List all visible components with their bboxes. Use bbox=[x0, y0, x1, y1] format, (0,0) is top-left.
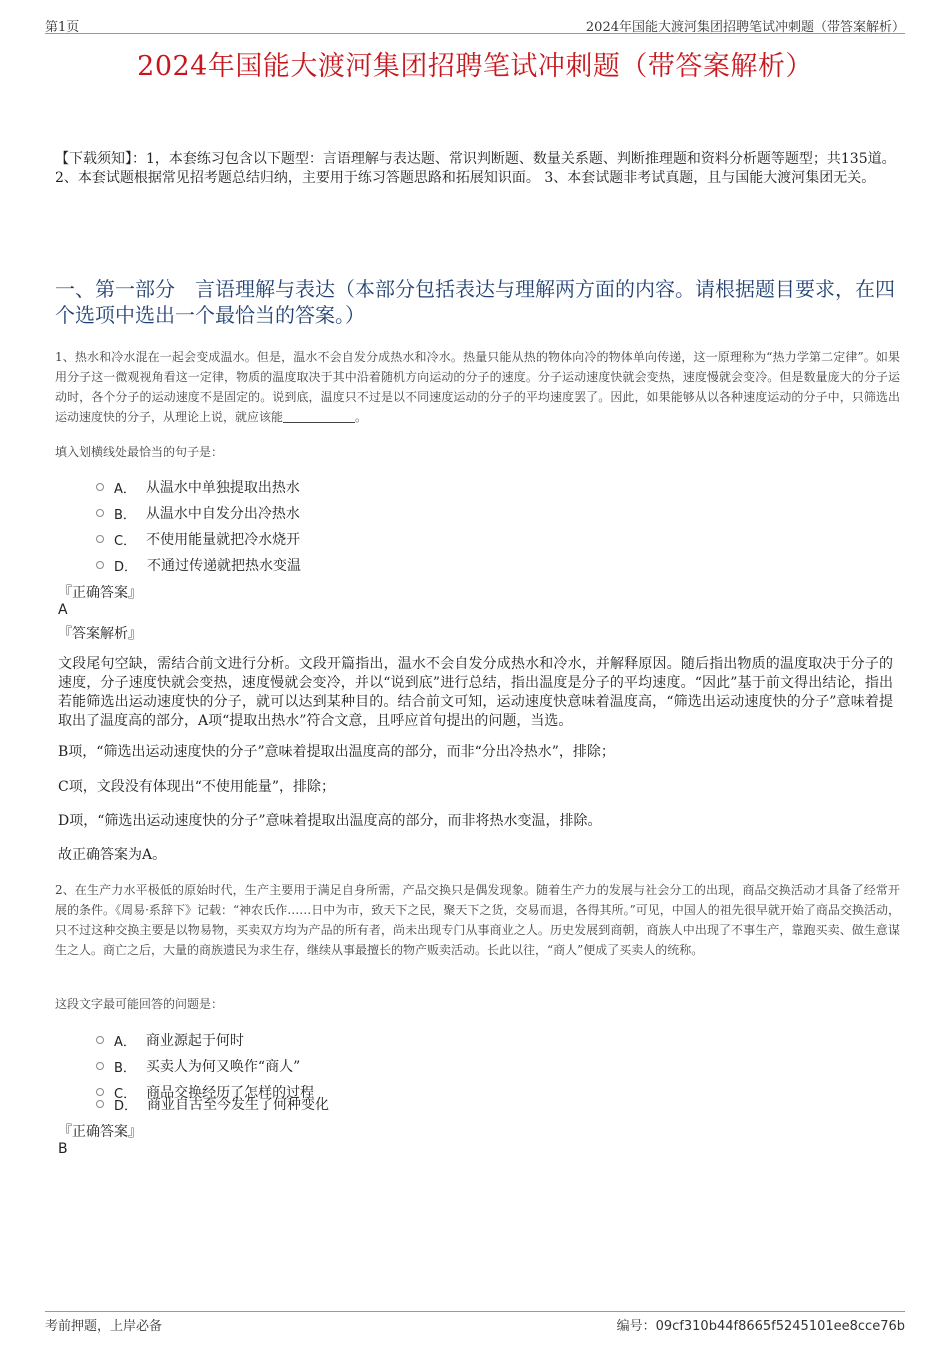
question-1-analysis-label: 『答案解析』 bbox=[58, 626, 142, 642]
question-2-option-b[interactable]: B． 买卖人为何又唤作“商人” bbox=[96, 1056, 300, 1076]
question-2-text: 2、在生产力水平极低的原始时代，生产主要用于满足自身所需，产品交换只是偶发现象。随着生产力的发展与社会分工的出现，商品交换活动才具备了经常开展的条件。《周易·系辞下》记载：“神农氏作……日中为市，致天下之民，聚天下之货，交易而退，各得其所。”可见，中国人的祖先很早就开始了商品交换活动，只不过这种交换主要是以物易物，买卖双方均为产品的所有者，尚未出现专门从事商业之人。历史发展到商朝，商族人中出现了不事生产，靠跑买卖、做生意谋生之人。商亡之后，大量的商族遗民为求生存，继续从事最擅长的物产贩卖活动。长此以往，“商人”便成了买卖人的统称。 bbox=[55, 883, 900, 957]
question-2-option-c[interactable]: C． 商品交换经历了怎样的过程 bbox=[96, 1082, 314, 1102]
section-heading: 一、第一部分 言语理解与表达（本部分包括表达与理解两方面的内容。请根据题目要求，在四个选项中选出一个最恰当的答案。） bbox=[55, 277, 895, 327]
question-2-prompt: 这段文字最可能回答的问题是： bbox=[55, 997, 224, 1011]
radio-icon[interactable] bbox=[96, 509, 104, 517]
question-1-analysis-b: B项，“筛选出运动速度快的分子”意味着提取出温度高的部分，而非“分出冷热水”，排除； bbox=[58, 744, 615, 760]
question-1-answer: A bbox=[58, 602, 68, 618]
question-1-blank: ＿＿＿＿＿＿ bbox=[283, 410, 356, 424]
question-2-option-d[interactable]: D． 商业自古至今发生了何种变化 bbox=[96, 1094, 329, 1114]
question-1-option-b[interactable]: B． 从温水中自发分出冷热水 bbox=[96, 503, 300, 523]
question-1-answer-label: 『正确答案』 bbox=[58, 585, 142, 601]
question-1-option-d[interactable]: D． 不通过传递就把热水变温 bbox=[96, 555, 301, 575]
header-doc-title: 2024年国能大渡河集团招聘笔试冲刺题（带答案解析） bbox=[585, 20, 905, 35]
footer-slogan: 考前押题，上岸必备 bbox=[45, 1319, 163, 1334]
page-title: 2024年国能大渡河集团招聘笔试冲刺题（带答案解析） bbox=[137, 51, 813, 82]
radio-icon[interactable] bbox=[96, 535, 104, 543]
radio-icon[interactable] bbox=[96, 1062, 104, 1070]
page-number: 第1页 bbox=[45, 20, 80, 35]
radio-icon[interactable] bbox=[96, 1100, 104, 1108]
radio-icon[interactable] bbox=[96, 483, 104, 491]
question-1-analysis-main: 文段尾句空缺，需结合前文进行分析。文段开篇指出，温水不会自发分成热水和冷水，并解释原因。随后指出物质的温度取决于分子的速度，分子速度快就会变热，速度慢就会变冷，并以“说到底”进行总结，指出温度是分子的平均速度。“因此”基于前文得出结论，指出若能筛选出运动速度快的分子，就可以达到某种目的。结合前文可知，运动速度快意味着温度高，“筛选出运动速度快的分子”意味着提取出了温度高的部分，A项“提取出热水”符合文意，且呼应首句提出的问题，当选。 bbox=[58, 656, 893, 729]
question-1-analysis-c: C项，文段没有体现出“不使用能量”，排除； bbox=[58, 779, 336, 795]
question-1-analysis-conclusion: 故正确答案为A。 bbox=[58, 847, 167, 863]
footer-code: 编号：09cf310b44f8665f5245101ee8cce76b bbox=[616, 1319, 905, 1334]
question-1-option-a[interactable]: A． 从温水中单独提取出热水 bbox=[96, 477, 300, 497]
question-2-answer: B bbox=[58, 1141, 68, 1157]
question-2-answer-label: 『正确答案』 bbox=[58, 1124, 142, 1140]
question-1-analysis-d: D项，“筛选出运动速度快的分子”意味着提取出温度高的部分，而非将热水变温，排除。 bbox=[58, 813, 602, 829]
header-divider bbox=[45, 33, 905, 34]
radio-icon[interactable] bbox=[96, 561, 104, 569]
download-notice: 【下载须知】：1，本套练习包含以下题型：言语理解与表达题、常识判断题、数量关系题、判断推理题和资料分析题等题型；共135道。 2、本套试题根据常见招考题总结归纳，主要用于练习答题思路和拓展知识面。 3、本套试题非考试真题，且与国能大渡河集团无关。 bbox=[55, 151, 896, 186]
radio-icon[interactable] bbox=[96, 1036, 104, 1044]
footer-divider bbox=[45, 1311, 905, 1312]
question-1-text: 1、热水和冷水混在一起会变成温水。但是，温水不会自发分成热水和冷水。热量只能从热的物体向冷的物体单向传递，这一原理称为“热力学第二定律”。如果用分子这一微观视角看这一定律，物质的温度取决于其中沿着随机方向运动的分子的速度。分子运动速度快就会变热，速度慢就会变冷。但是数量庞大的分子运动时，各个分子的运动速度不是固定的。说到底，温度只不过是以不同速度运动的分子的平均速度罢了。因此，如果能够从以各种速度运动的分子中，只筛选出运动速度快的分子，从理论上说，就应该能＿＿＿＿＿＿。 bbox=[55, 350, 900, 424]
question-1-option-c[interactable]: C． 不使用能量就把冷水烧开 bbox=[96, 529, 300, 549]
question-2-option-a[interactable]: A． 商业源起于何时 bbox=[96, 1030, 244, 1050]
question-1-prompt: 填入划横线处最恰当的句子是： bbox=[55, 445, 224, 459]
document-id: 09cf310b44f8665f5245101ee8cce76b bbox=[655, 1319, 905, 1334]
